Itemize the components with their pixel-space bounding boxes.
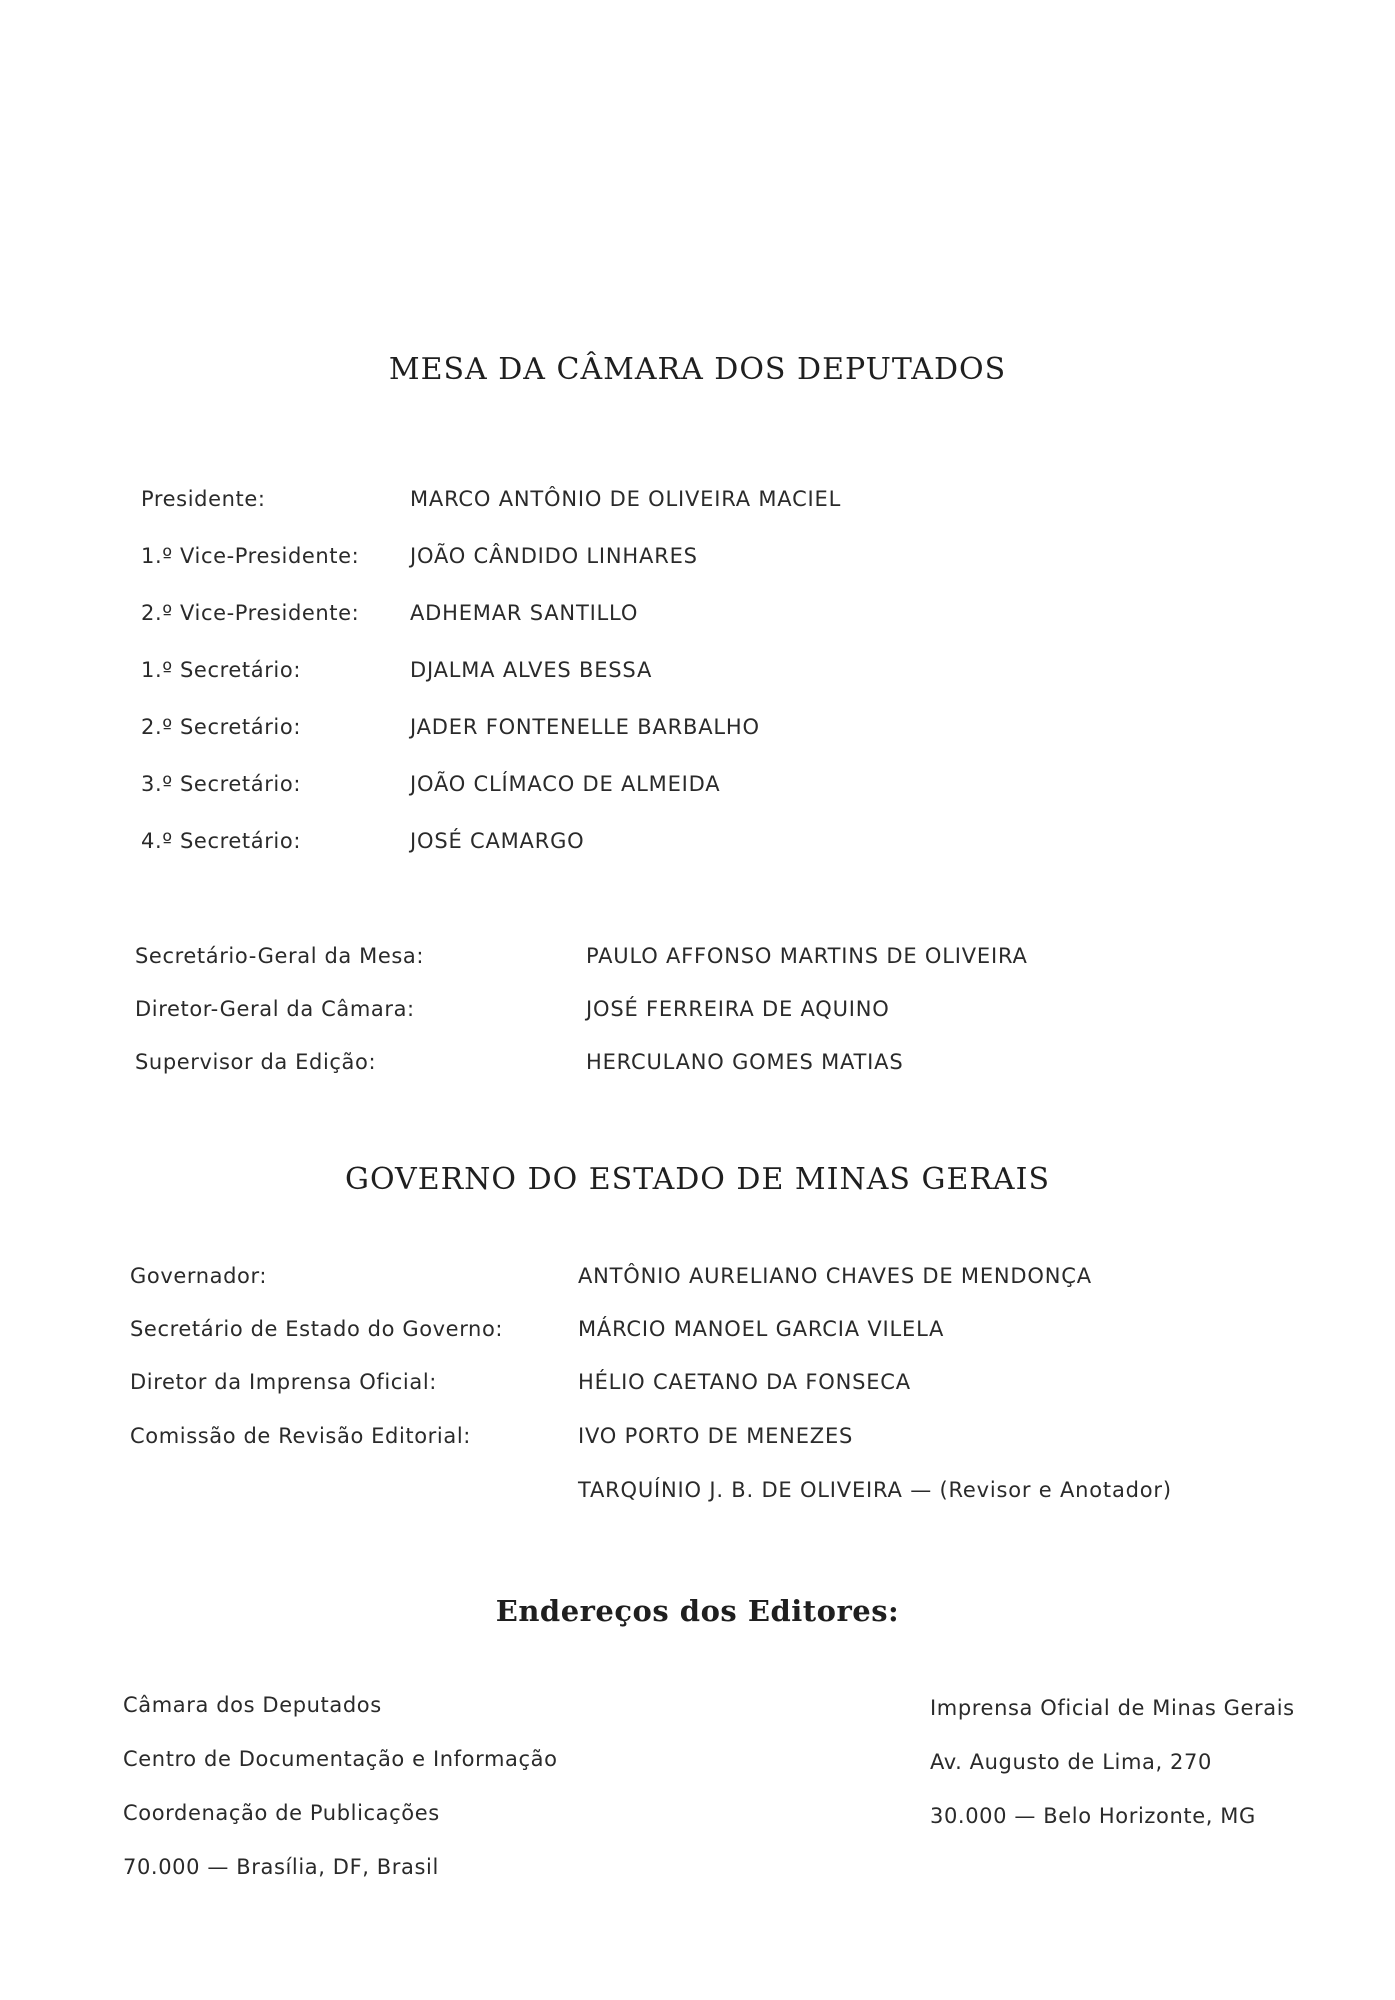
role-label: Comissão de Revisão Editorial: — [130, 1424, 471, 1448]
member-name: JOÃO CLÍMACO DE ALMEIDA — [410, 772, 721, 796]
role-label: Diretor-Geral da Câmara: — [135, 997, 415, 1021]
role-label: Secretário de Estado do Governo: — [130, 1317, 504, 1341]
role-label: 2.º Vice-Presidente: — [141, 601, 360, 625]
address-line: Imprensa Oficial de Minas Gerais — [930, 1696, 1295, 1720]
member-name: MARCO ANTÔNIO DE OLIVEIRA MACIEL — [410, 487, 842, 511]
address-line: 70.000 — Brasília, DF, Brasil — [123, 1855, 439, 1879]
governo-title: GOVERNO DO ESTADO DE MINAS GERAIS — [345, 1162, 1050, 1197]
member-name: JADER FONTENELLE BARBALHO — [410, 715, 760, 739]
staff-name: JOSÉ FERREIRA DE AQUINO — [586, 997, 890, 1021]
role-label: Presidente: — [141, 487, 266, 511]
mesa-title: MESA DA CÂMARA DOS DEPUTADOS — [388, 352, 1007, 387]
member-name: ADHEMAR SANTILLO — [410, 601, 639, 625]
address-line: 30.000 — Belo Horizonte, MG — [930, 1804, 1256, 1828]
role-label: 2.º Secretário: — [141, 715, 301, 739]
staff-name: HERCULANO GOMES MATIAS — [586, 1050, 904, 1074]
member-name: HÉLIO CAETANO DA FONSECA — [578, 1370, 911, 1394]
role-label: Supervisor da Edição: — [135, 1050, 377, 1074]
address-line: Câmara dos Deputados — [123, 1693, 382, 1717]
role-label: 3.º Secretário: — [141, 772, 301, 796]
member-name: DJALMA ALVES BESSA — [410, 658, 653, 682]
member-name: ANTÔNIO AURELIANO CHAVES DE MENDONÇA — [578, 1264, 1092, 1288]
role-label: Governador: — [130, 1264, 268, 1288]
role-label: 1.º Secretário: — [141, 658, 301, 682]
address-line: Av. Augusto de Lima, 270 — [930, 1750, 1212, 1774]
address-line: Coordenação de Publicações — [123, 1801, 440, 1825]
member-name: TARQUÍNIO J. B. DE OLIVEIRA — (Revisor e Anotador) — [578, 1478, 1172, 1502]
role-label: Secretário-Geral da Mesa: — [135, 944, 425, 968]
member-name: MÁRCIO MANOEL GARCIA VILELA — [578, 1317, 945, 1341]
enderecos-title: Endereços dos Editores: — [495, 1594, 900, 1628]
member-name: IVO PORTO DE MENEZES — [578, 1424, 854, 1448]
staff-name: PAULO AFFONSO MARTINS DE OLIVEIRA — [586, 944, 1028, 968]
role-label: 1.º Vice-Presidente: — [141, 544, 360, 568]
member-name: JOSÉ CAMARGO — [410, 829, 585, 853]
member-name: JOÃO CÂNDIDO LINHARES — [410, 544, 698, 568]
role-label: 4.º Secretário: — [141, 829, 301, 853]
address-line: Centro de Documentação e Informação — [123, 1747, 558, 1771]
role-label: Diretor da Imprensa Oficial: — [130, 1370, 437, 1394]
